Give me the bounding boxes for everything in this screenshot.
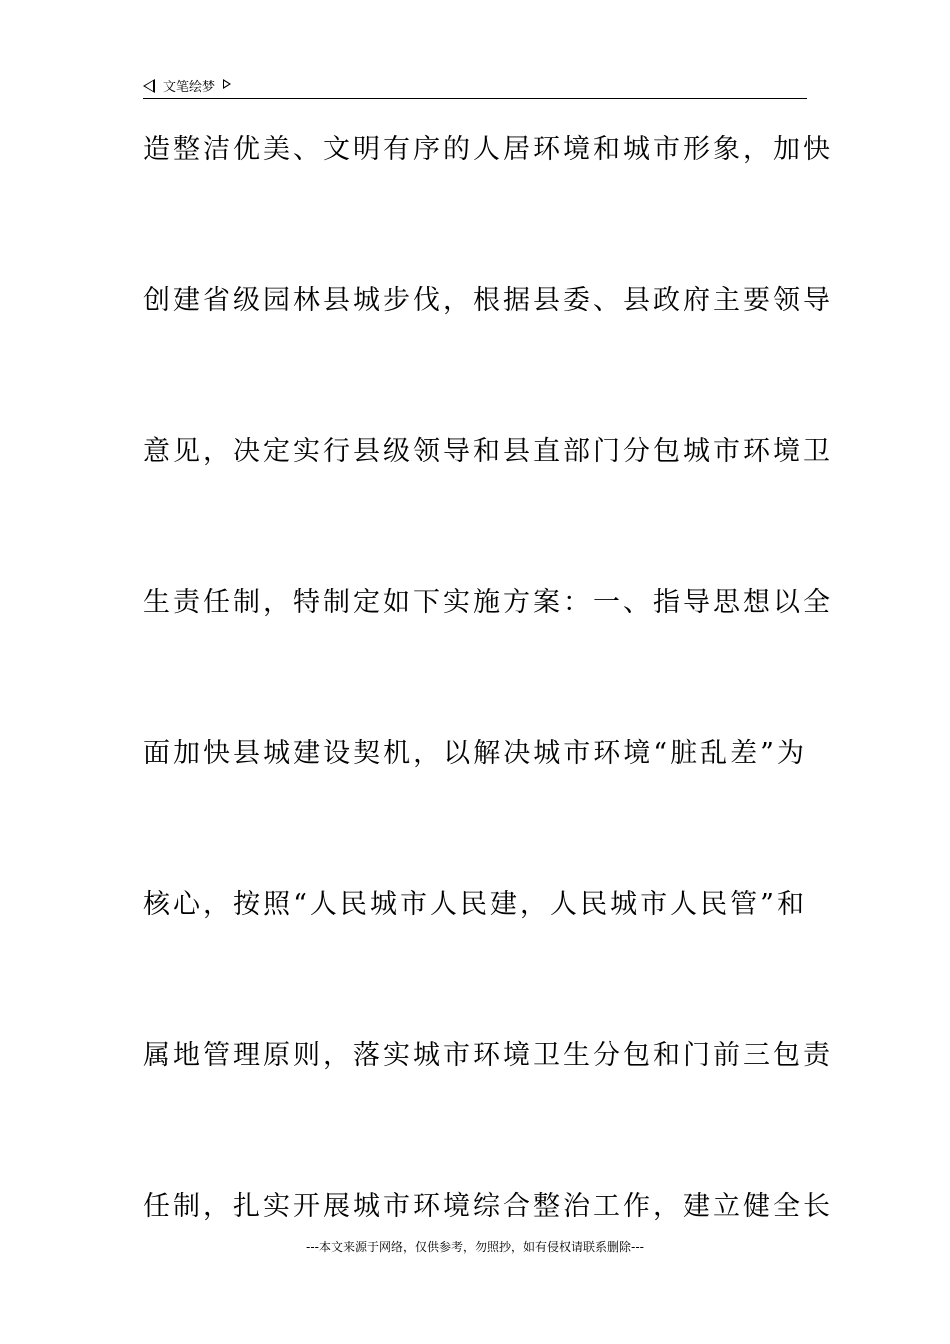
body-line-6: 核心，按照“人民城市人民建，人民城市人民管”和	[143, 889, 807, 920]
body-line-7: 属地管理原则，落实城市环境卫生分包和门前三包责	[143, 1040, 833, 1071]
body-line-5: 面加快县城建设契机，以解决城市环境“脏乱差”为	[143, 738, 807, 769]
header-title: 文笔绘梦	[163, 80, 216, 95]
left-triangle-icon	[143, 79, 155, 93]
page-header	[143, 74, 807, 99]
body-line-2: 创建省级园林县城步伐，根据县委、县政府主要领导	[143, 285, 833, 316]
right-triangle-icon	[223, 79, 231, 89]
body-line-4: 生责任制，特制定如下实施方案：一、指导思想以全	[143, 587, 833, 618]
page-footer: ---本文来源于网络，仅供参考，勿照抄，如有侵权请联系删除---	[306, 1240, 644, 1254]
body-line-1: 造整洁优美、文明有序的人居环境和城市形象，加快	[143, 134, 833, 165]
header-brand	[143, 76, 231, 95]
body-line-3: 意见，决定实行县级领导和县直部门分包城市环境卫	[143, 436, 833, 467]
body-line-8: 任制，扎实开展城市环境综合整治工作，建立健全长	[143, 1191, 833, 1222]
